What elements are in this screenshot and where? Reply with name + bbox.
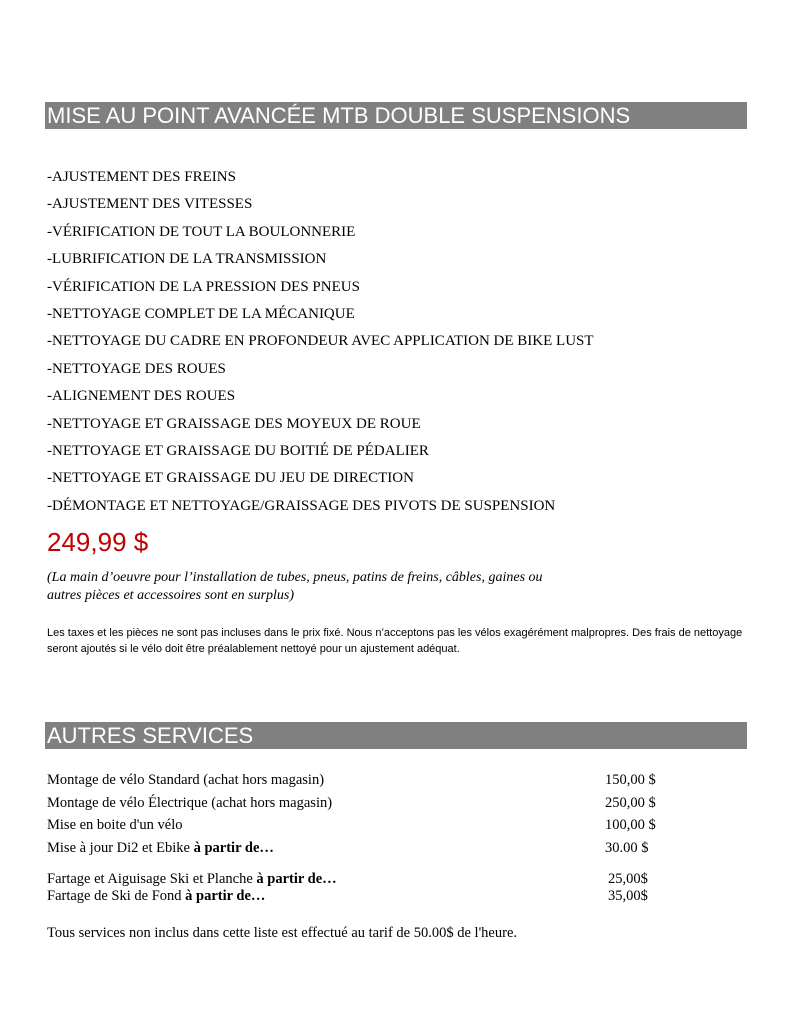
checklist-item: -NETTOYAGE DU CADRE EN PROFONDEUR AVEC APPLICATION DE BIKE LUST (47, 333, 594, 350)
checklist-item: -NETTOYAGE COMPLET DE LA MÉCANIQUE (47, 305, 355, 322)
service-label: Fartage de Ski de Fond (47, 888, 186, 904)
service-label: Montage de vélo Standard (achat hors magasin) (47, 772, 325, 788)
fine-print: Les taxes et les pièces ne sont pas incluses dans le prix fixé. Nous n’acceptons pas les vélos exagérément malpropres. Des frais de nettoyage seront ajoutés si le vélo doit être préalablement nettoyé pour un ajustement adéquat. (47, 627, 743, 655)
service-qualifier: à partir de… (193, 840, 274, 856)
service-price: 35,00$ (608, 888, 648, 904)
service-price: 25,00$ (608, 871, 648, 887)
section-title-autres-services: AUTRES SERVICES (45, 722, 747, 749)
checklist-item: -LUBRIFICATION DE LA TRANSMISSION (47, 251, 327, 268)
service-row-label (47, 840, 274, 857)
labour-note-line: autres pièces et accessoires sont en surplus) (47, 588, 295, 603)
service-qualifier: à partir de… (185, 888, 266, 904)
labour-note (47, 569, 627, 605)
service-price: 250,00 $ (605, 795, 656, 811)
hourly-rate-note: Tous services non inclus dans cette liste est effectué au tarif de 50.00$ de l'heure. (47, 925, 518, 941)
checklist-item: -VÉRIFICATION DE TOUT LA BOULONNERIE (47, 223, 356, 240)
checklist-item: -AJUSTEMENT DES FREINS (47, 169, 236, 185)
service-qualifier: à partir de… (256, 871, 337, 887)
service-row-label (47, 817, 183, 834)
labour-note-line: (La main d’oeuvre pour l’installation de tubes, pneus, patins de freins, câbles, gaines ou (47, 570, 543, 585)
checklist-item: -DÉMONTAGE ET NETTOYAGE/GRAISSAGE DES PIVOTS DE SUSPENSION (47, 497, 556, 514)
service-row-label (47, 888, 265, 905)
service-row-label (47, 795, 332, 812)
checklist-item: -ALIGNEMENT DES ROUES (47, 388, 236, 405)
service-label: Fartage et Aiguisage Ski et Planche (47, 871, 257, 887)
service-price: 100,00 $ (605, 817, 656, 833)
service-label: Mise à jour Di2 et Ebike (47, 840, 194, 856)
section-title-mise-au-point: MISE AU POINT AVANCÉE MTB DOUBLE SUSPENSIONS (45, 102, 747, 129)
checklist-item: -VÉRIFICATION DE LA PRESSION DES PNEUS (47, 278, 360, 295)
checklist-item: -AJUSTEMENT DES VITESSES (47, 196, 253, 213)
checklist-item: -NETTOYAGE ET GRAISSAGE DES MOYEUX DE ROUE (47, 415, 421, 432)
service-row-label (47, 871, 337, 888)
service-label: Montage de vélo Électrique (achat hors magasin) (47, 795, 333, 811)
service-price: 30.00 $ (605, 840, 649, 856)
checklist-item: -NETTOYAGE ET GRAISSAGE DU BOITIÉ DE PÉDALIER (47, 442, 429, 459)
service-checklist (47, 166, 594, 522)
service-label: Mise en boite d'un vélo (47, 817, 183, 833)
checklist-item: -NETTOYAGE ET GRAISSAGE DU JEU DE DIRECTION (47, 470, 414, 487)
service-price: 150,00 $ (605, 772, 656, 788)
checklist-item: -NETTOYAGE DES ROUES (47, 360, 226, 377)
package-price: 249,99 $ (47, 527, 149, 557)
service-row-label (47, 772, 324, 789)
